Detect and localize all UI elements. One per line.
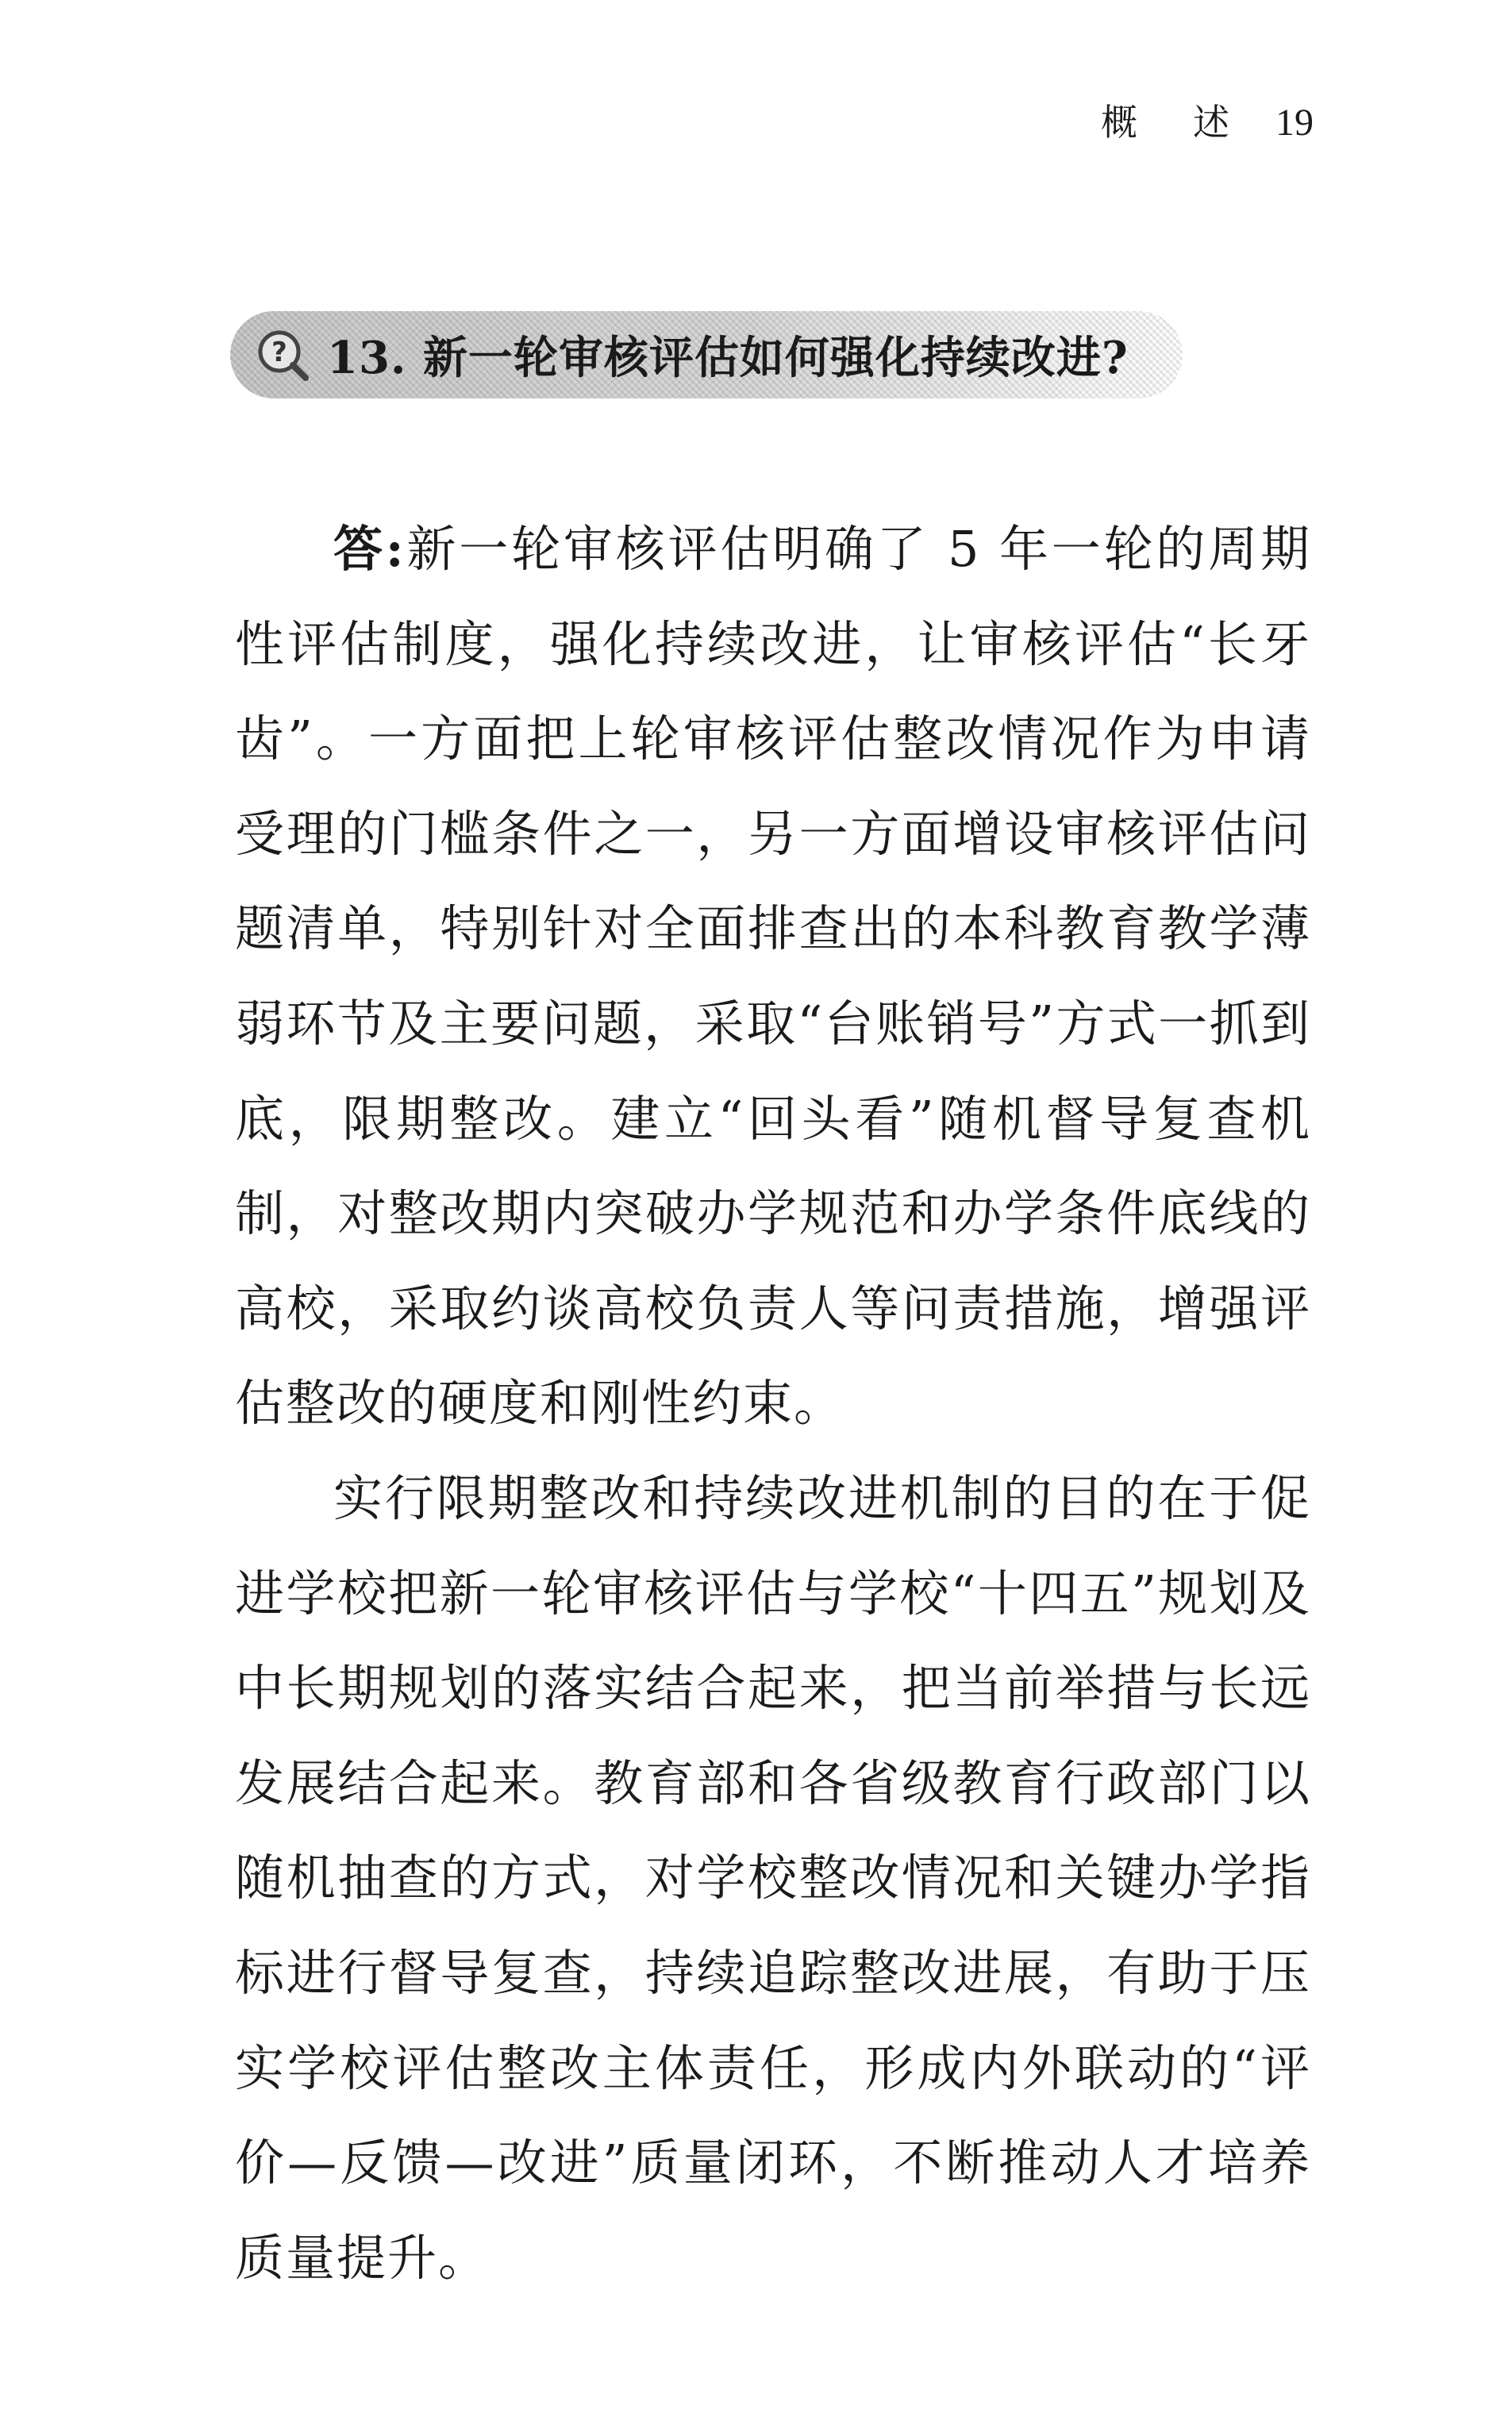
question-magnifier-icon <box>256 328 310 382</box>
svg-text:?: ? <box>271 337 287 368</box>
answer-lead: 答: <box>333 520 406 578</box>
answer-paragraph-1 <box>235 502 1311 1451</box>
page-number: 19 <box>1275 102 1314 144</box>
answer-paragraph-1-text: 新一轮审核评估明确了 5 年一轮的周期性评估制度，强化持续改进，让审核评估“长牙齿”。一方面把上轮审核评估整改情况作为申请受理的门槛条件之一，另一方面增设审核评估问题清单，特别针对全面排查出的本科教育教学薄弱环节及主要问题，采取“台账销号”方式一抓到底，限期整改。建立“回头看”随机督导复查机制，对整改期内突破办学规范和办学条件底线的高校，采取约谈高校负责人等问责措施，增强评估整改的硬度和刚性约束。 <box>235 520 1311 1433</box>
running-head <box>1101 94 1314 146</box>
question-title: 13. 新一轮审核评估如何强化持续改进? <box>327 332 1129 384</box>
answer-paragraph-2: 实行限期整改和持续改进机制的目的在于促进学校把新一轮审核评估与学校“十四五”规划及中长期规划的落实结合起来，把当前举措与长远发展结合起来。教育部和各省级教育行政部门以随机抽查的方式，对学校整改情况和关键办学指标进行督导复查，持续追踪整改进展，有助于压实学校评估整改主体责任，形成内外联动的“评价—反馈—改进”质量闭环，不断推动人才培养质量提升。 <box>235 1468 1311 2287</box>
answer-body <box>235 502 1311 2305</box>
running-head-title: 概述 <box>1101 101 1285 144</box>
question-heading <box>230 311 1183 398</box>
